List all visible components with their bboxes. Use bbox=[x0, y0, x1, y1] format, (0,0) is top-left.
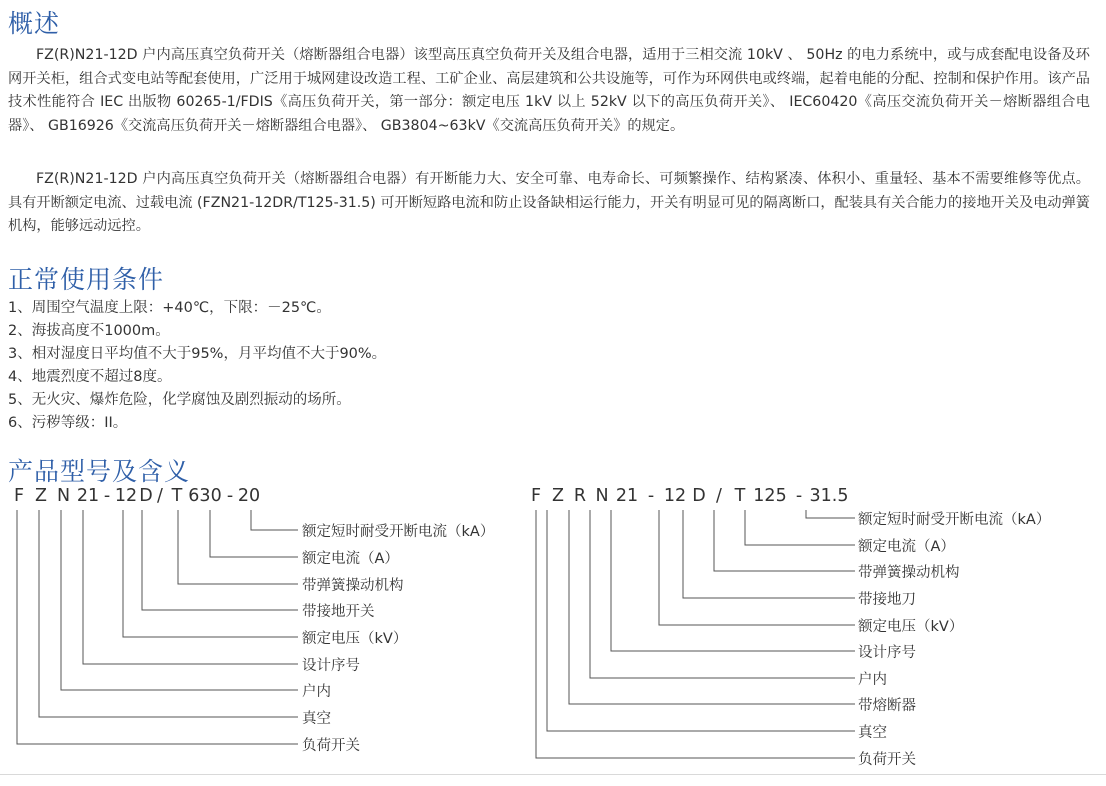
code-char: F bbox=[13, 486, 25, 506]
right-label-earthing-blade: 带接地刀 bbox=[858, 592, 916, 608]
overview-paragraph-1: FZ(R)N21-12D 户内高压真空负荷开关（熔断器组合电器）该型高压真空负荷开关及组合电器，适用于三相交流 10kV 、 50Hz 的电力系统中，或与成套配电设备及环网开关柜，组合式变电站等配套使用，广泛用于城网建设改造工程、工矿企业、高层建筑和公共设施等，可作为环网供电或终端，起着电能的分配、控制和保护作用。该产品技术性能符合 IEC 出版物 60265-1/FDIS《高压负荷开关，第一部分：额定电压 1kV 以上 52kV 以下的高压负荷开关》、 IEC60420《高压交流负荷开关－熔断器组合电器》、 GB16926《交流高压负荷开关－熔断器组合电器》、 GB3804~63kV《交流高压负荷开关》的规定。 bbox=[8, 47, 1090, 135]
code-char: / bbox=[157, 486, 163, 506]
right-label-rated-current: 额定电流（A） bbox=[858, 539, 955, 555]
left-label-spring-mechanism: 带弹簧操动机构 bbox=[302, 578, 404, 594]
left-label-indoor: 户内 bbox=[302, 684, 331, 700]
condition-item: 3、相对湿度日平均值不大于95%，月平均值不大于90%。 bbox=[8, 346, 387, 362]
code-char: Z bbox=[35, 486, 47, 506]
code-char: 21 bbox=[615, 486, 639, 506]
code-char: - bbox=[103, 486, 111, 506]
left-label-rated-current: 额定电流（A） bbox=[302, 551, 399, 567]
code-char: T bbox=[171, 486, 183, 506]
condition-item: 5、无火灾、爆炸危险，化学腐蚀及剧烈振动的场所。 bbox=[8, 392, 351, 408]
left-label-load-switch: 负荷开关 bbox=[302, 738, 360, 754]
code-char: 21 bbox=[76, 486, 100, 506]
footer-divider bbox=[0, 774, 1106, 775]
code-char: T bbox=[734, 486, 746, 506]
code-char: N bbox=[56, 486, 71, 506]
right-label-vacuum: 真空 bbox=[858, 725, 887, 741]
right-label-load-switch: 负荷开关 bbox=[858, 752, 916, 768]
code-char: N bbox=[595, 486, 609, 506]
code-char: Z bbox=[552, 486, 564, 506]
code-char: 12 bbox=[663, 486, 687, 506]
code-char: 31.5 bbox=[809, 486, 849, 506]
code-char: - bbox=[226, 486, 234, 506]
left-label-vacuum: 真空 bbox=[302, 711, 331, 727]
code-char: F bbox=[530, 486, 542, 506]
code-char: 20 bbox=[237, 486, 261, 506]
right-label-design-number: 设计序号 bbox=[858, 645, 916, 661]
overview-paragraph-2: FZ(R)N21-12D 户内高压真空负荷开关（熔断器组合电器）有开断能力大、安全可靠、电寿命长、可频繁操作、结构紧凑、体积小、重量轻、基本不需要维修等优点。具有开断额定电流、过载电流 (FZN21-12DR/T125-31.5) 可开断短路电流和防止设备缺相运行能力，开关有明显可见的隔离断口，配装具有关合能力的接地开关及电动弹簧机构，能够远动远控。 bbox=[8, 171, 1090, 235]
model-heading: 产品型号及含义 bbox=[8, 457, 191, 486]
right-label-rated-voltage: 额定电压（kV） bbox=[858, 619, 964, 635]
left-label-rated-voltage: 额定电压（kV） bbox=[302, 631, 408, 647]
code-char: 630 bbox=[188, 486, 222, 506]
condition-item: 4、地震烈度不超过8度。 bbox=[8, 369, 172, 385]
code-char: / bbox=[716, 486, 722, 506]
right-label-indoor: 户内 bbox=[858, 672, 887, 688]
overview-heading: 概述 bbox=[8, 9, 61, 38]
code-char: - bbox=[647, 486, 655, 506]
left-label-short-time-current: 额定短时耐受开断电流（kA） bbox=[302, 524, 495, 540]
left-label-earthing-switch: 带接地开关 bbox=[302, 604, 375, 620]
code-char: D bbox=[692, 486, 706, 506]
right-label-with-fuse: 带熔断器 bbox=[858, 698, 916, 714]
code-char: D bbox=[139, 486, 153, 506]
right-label-spring-mechanism: 带弹簧操动机构 bbox=[858, 565, 960, 581]
left-label-design-number: 设计序号 bbox=[302, 658, 360, 674]
code-char: R bbox=[573, 486, 587, 506]
condition-item: 1、周围空气温度上限：+40℃，下限：－25℃。 bbox=[8, 300, 331, 316]
condition-item: 2、海拔高度不1000m。 bbox=[8, 323, 170, 339]
code-char: 12 bbox=[114, 486, 138, 506]
conditions-heading: 正常使用条件 bbox=[8, 265, 165, 294]
code-char: - bbox=[795, 486, 803, 506]
right-label-short-time-current: 额定短时耐受开断电流（kA） bbox=[858, 512, 1051, 528]
condition-item: 6、污秽等级：II。 bbox=[8, 415, 128, 431]
code-char: 125 bbox=[753, 486, 787, 506]
